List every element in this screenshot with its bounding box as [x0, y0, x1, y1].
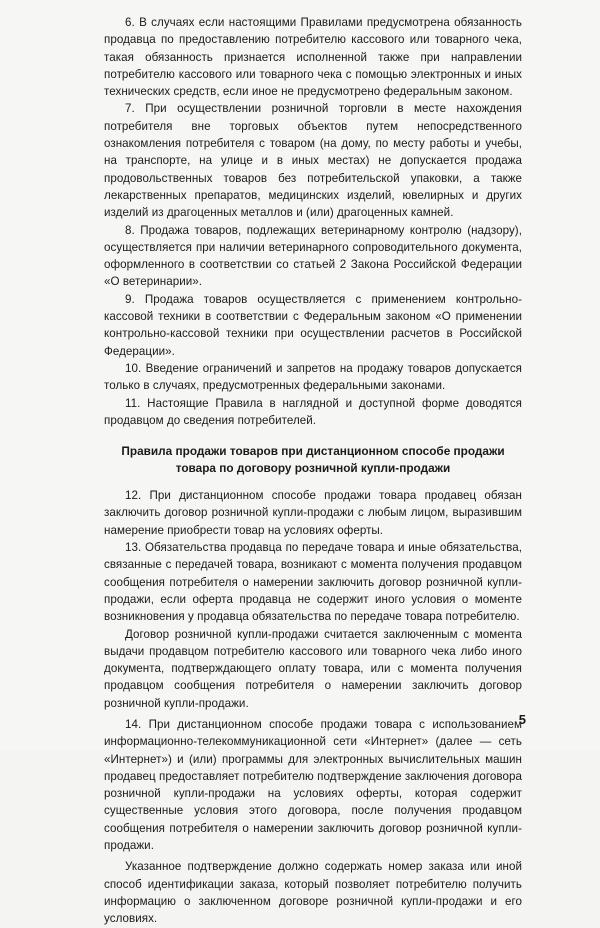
paragraph-13: 13. Обязательства продавца по передаче товара и иные обязательства, связанные с передачей товара, возникают с момента получения продавцом сообщения потребителя о намерении заключить договор розничной купли-продажи, если оферта продавца не содержит иного условия о моменте возникновения у продавца обязательства по передаче товара потребителю.: [104, 541, 522, 624]
paragraph-7: 7. При осуществлении розничной торговли в месте нахождения потребителя вне торговых объектов путем непосредственного ознакомления потребителя с товаром (на дому, по месту работы и учебы, на транспорте, на улице и в иных местах) не допускается продажа продовольственных товаров без потребительской упаковки, а также лекарственных препаратов, медицинских изделий, ювелирных и других изделий из драгоценных металлов и (или) драгоценных камней.: [104, 102, 522, 220]
paragraph-14: 14. При дистанционном способе продажи товара с использованием информационно-телекоммуникационной сети «Интернет» (далее — сеть «Интернет») и (или) программы для электронных вычислительных машин продавец предоставляет потребителю подтверждение заключения договора розничной купли-продажи на условиях оферты, которая содержит существенные условия этого договора, после получения продавцом сообщения потребителя о намерении заключить договор розничной купли-продажи.: [104, 717, 522, 853]
section-heading: Правила продажи товаров при дистанционном способе продажи товара по договору розничной купли-продажи: [121, 444, 505, 476]
paragraph-6: 6. В случаях если настоящими Правилами предусмотрена обязанность продавца по предоставлению потребителю кассового или товарного чека, такая обязанность признается исполненной также при направлении потребителю кассового или товарного чека с помощью электронных и иных технических средств, если иное не предусмотрено федеральным законом.: [104, 16, 522, 99]
page-number: 5: [518, 711, 526, 727]
paragraph-14-confirmation: Указанное подтверждение должно содержать номер заказа или иной способ идентификации заказа, который позволяет потребителю получить информацию о заключенном договоре розничной купли-продажи и его условиях.: [104, 860, 522, 926]
paragraph-9: 9. Продажа товаров осуществляется с применением контрольно-кассовой техники в соответствии с Федеральным законом «О применении контрольно-кассовой техники при осуществлении расчетов в Российской Федерации».: [104, 292, 522, 358]
paragraph-8: 8. Продажа товаров, подлежащих ветеринарному контролю (надзору), осуществляется при наличии ветеринарного сопроводительного документа, оформленного в соответствии со статьей 2 Закона Российской Федерации «О ветеринарии».: [104, 223, 522, 289]
paragraph-11: 11. Настоящие Правила в наглядной и доступной форме доводятся продавцом до сведения потребителей.: [104, 396, 522, 427]
paragraph-10: 10. Введение ограничений и запретов на продажу товаров допускается только в случаях, предусмотренных федеральными законами.: [104, 361, 522, 393]
paragraph-13-contract: Договор розничной купли-продажи считается заключенным с момента выдачи продавцом потребителю кассового или товарного чека либо иного документа, подтверждающего оплату товара, или с момента получения продавцом сообщения потребителя о намерении заключить договор розничной купли-продажи.: [104, 627, 522, 710]
paragraph-12: 12. При дистанционном способе продажи товара продавец обязан заключить договор розничной купли-продажи с любым лицом, выразившим намерение приобрести товар на условиях оферты.: [104, 489, 522, 537]
